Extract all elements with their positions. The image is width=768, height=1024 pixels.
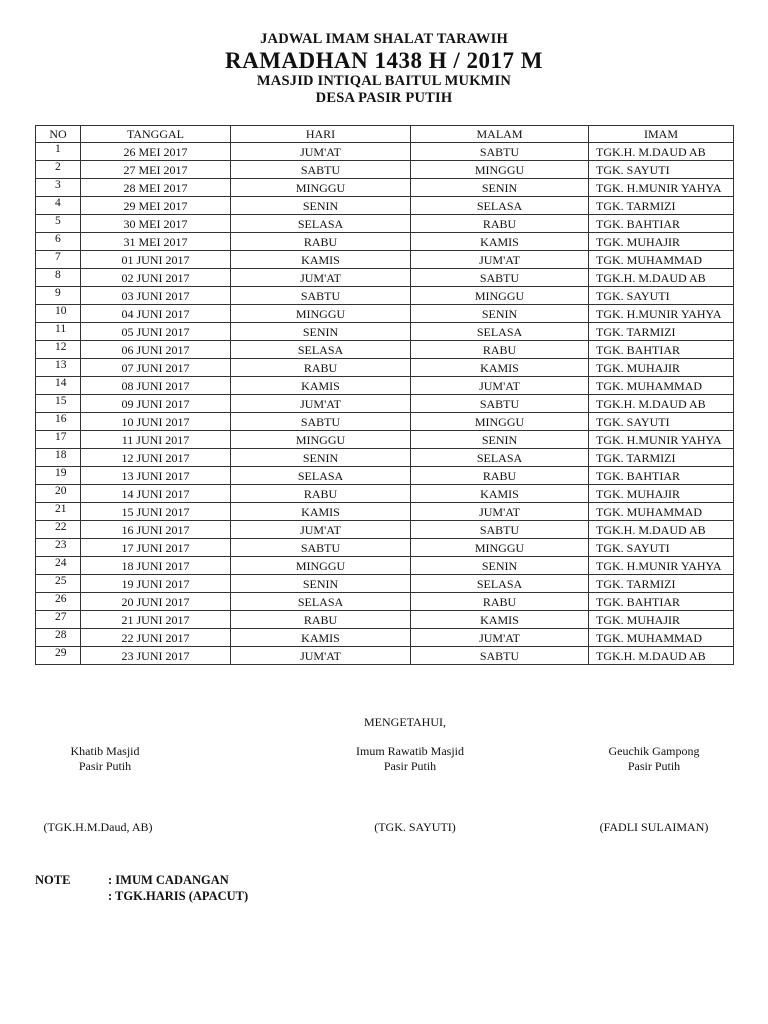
cell-malam: MINGGU	[411, 413, 589, 431]
table-row	[36, 305, 734, 323]
cell-hari: SABTU	[231, 413, 411, 431]
table-row	[36, 251, 734, 269]
imum-name: (TGK. SAYUTI)	[374, 820, 456, 834]
cell-tanggal: 28 MEI 2017	[81, 179, 231, 197]
cell-imam: TGK. TARMIZI	[589, 575, 734, 593]
cell-imam: TGK. BAHTIAR	[589, 341, 734, 359]
cell-no: 3	[36, 179, 81, 197]
header-mosque-name: MASJID INTIQAL BAITUL MUKMIN	[256, 73, 512, 89]
cell-tanggal: 10 JUNI 2017	[81, 413, 231, 431]
imam-schedule-table	[35, 125, 734, 665]
cell-imam: TGK. MUHAJIR	[589, 233, 734, 251]
cell-hari: RABU	[231, 233, 411, 251]
cell-hari: MINGGU	[231, 431, 411, 449]
cell-hari: SELASA	[231, 467, 411, 485]
cell-no: 19	[36, 467, 81, 485]
table-row	[36, 521, 734, 539]
note-label: NOTE	[35, 873, 71, 887]
table-row	[36, 539, 734, 557]
cell-hari: SABTU	[231, 161, 411, 179]
cell-tanggal: 14 JUNI 2017	[81, 485, 231, 503]
cell-no: 27	[36, 611, 81, 629]
table-row	[36, 323, 734, 341]
cell-malam: RABU	[411, 467, 589, 485]
cell-imam: TGK. MUHAMMAD	[589, 377, 734, 395]
cell-hari: SENIN	[231, 197, 411, 215]
cell-hari: SENIN	[231, 323, 411, 341]
cell-malam: SABTU	[411, 647, 589, 665]
column-header-hari: HARI	[231, 126, 411, 143]
cell-imam: TGK. SAYUTI	[589, 539, 734, 557]
cell-malam: RABU	[411, 593, 589, 611]
cell-tanggal: 23 JUNI 2017	[81, 647, 231, 665]
cell-imam: TGK. H.MUNIR YAHYA	[589, 557, 734, 575]
cell-no: 20	[36, 485, 81, 503]
cell-tanggal: 31 MEI 2017	[81, 233, 231, 251]
table-row	[36, 359, 734, 377]
cell-malam: RABU	[411, 341, 589, 359]
cell-no: 11	[36, 323, 81, 341]
table-row	[36, 161, 734, 179]
header-ramadhan-year: RAMADHAN 1438 H / 2017 M	[225, 48, 543, 73]
cell-tanggal: 04 JUNI 2017	[81, 305, 231, 323]
cell-hari: SENIN	[231, 575, 411, 593]
table-row	[36, 143, 734, 161]
cell-imam: TGK.H. M.DAUD AB	[589, 521, 734, 539]
cell-hari: RABU	[231, 611, 411, 629]
khatib-place: Pasir Putih	[78, 759, 132, 773]
geuchik-name: (FADLI SULAIMAN)	[599, 820, 709, 834]
cell-tanggal: 18 JUNI 2017	[81, 557, 231, 575]
cell-no: 15	[36, 395, 81, 413]
note-line-2: : TGK.HARIS (APACUT)	[108, 889, 249, 903]
cell-no: 23	[36, 539, 81, 557]
cell-no: 17	[36, 431, 81, 449]
table-row	[36, 413, 734, 431]
cell-malam: JUM'AT	[411, 377, 589, 395]
cell-no: 18	[36, 449, 81, 467]
cell-hari: SELASA	[231, 593, 411, 611]
cell-imam: TGK. BAHTIAR	[589, 467, 734, 485]
cell-no: 16	[36, 413, 81, 431]
table-row	[36, 449, 734, 467]
header-title: JADWAL IMAM SHALAT TARAWIH	[260, 31, 508, 47]
cell-hari: SELASA	[231, 215, 411, 233]
table-row	[36, 341, 734, 359]
cell-no: 1	[36, 143, 81, 161]
column-header-no: NO	[36, 126, 81, 143]
cell-malam: SENIN	[411, 179, 589, 197]
imum-place: Pasir Putih	[383, 759, 437, 773]
cell-imam: TGK. TARMIZI	[589, 323, 734, 341]
cell-hari: JUM'AT	[231, 647, 411, 665]
cell-hari: RABU	[231, 485, 411, 503]
cell-malam: SELASA	[411, 575, 589, 593]
cell-malam: SABTU	[411, 143, 589, 161]
cell-imam: TGK. TARMIZI	[589, 197, 734, 215]
cell-hari: MINGGU	[231, 305, 411, 323]
cell-tanggal: 20 JUNI 2017	[81, 593, 231, 611]
cell-hari: JUM'AT	[231, 521, 411, 539]
geuchik-place: Pasir Putih	[627, 759, 681, 773]
cell-tanggal: 07 JUNI 2017	[81, 359, 231, 377]
table-row	[36, 485, 734, 503]
cell-imam: TGK. BAHTIAR	[589, 593, 734, 611]
cell-no: 26	[36, 593, 81, 611]
cell-tanggal: 03 JUNI 2017	[81, 287, 231, 305]
geuchik-role: Geuchik Gampong	[608, 744, 700, 758]
cell-tanggal: 12 JUNI 2017	[81, 449, 231, 467]
table-row	[36, 575, 734, 593]
cell-tanggal: 19 JUNI 2017	[81, 575, 231, 593]
cell-imam: TGK. MUHAJIR	[589, 611, 734, 629]
imum-role: Imum Rawatib Masjid	[356, 744, 464, 758]
table-row	[36, 269, 734, 287]
cell-tanggal: 27 MEI 2017	[81, 161, 231, 179]
cell-no: 21	[36, 503, 81, 521]
column-header-malam: MALAM	[411, 126, 589, 143]
cell-no: 14	[36, 377, 81, 395]
cell-imam: TGK. MUHAMMAD	[589, 629, 734, 647]
cell-no: 10	[36, 305, 81, 323]
cell-malam: MINGGU	[411, 287, 589, 305]
cell-hari: SELASA	[231, 341, 411, 359]
table-row	[36, 287, 734, 305]
cell-no: 6	[36, 233, 81, 251]
cell-malam: JUM'AT	[411, 629, 589, 647]
cell-imam: TGK. H.MUNIR YAHYA	[589, 305, 734, 323]
cell-hari: JUM'AT	[231, 395, 411, 413]
table-row	[36, 647, 734, 665]
cell-malam: SABTU	[411, 521, 589, 539]
cell-hari: MINGGU	[231, 179, 411, 197]
cell-hari: KAMIS	[231, 629, 411, 647]
cell-malam: MINGGU	[411, 161, 589, 179]
cell-imam: TGK.H. M.DAUD AB	[589, 647, 734, 665]
document-header	[0, 30, 768, 107]
cell-tanggal: 30 MEI 2017	[81, 215, 231, 233]
cell-hari: MINGGU	[231, 557, 411, 575]
cell-no: 12	[36, 341, 81, 359]
cell-no: 29	[36, 647, 81, 665]
cell-no: 7	[36, 251, 81, 269]
cell-malam: KAMIS	[411, 359, 589, 377]
cell-malam: SELASA	[411, 323, 589, 341]
column-header-imam: IMAM	[589, 126, 734, 143]
cell-imam: TGK.H. M.DAUD AB	[589, 269, 734, 287]
cell-tanggal: 26 MEI 2017	[81, 143, 231, 161]
cell-no: 8	[36, 269, 81, 287]
cell-imam: TGK.H. M.DAUD AB	[589, 395, 734, 413]
cell-no: 4	[36, 197, 81, 215]
cell-malam: KAMIS	[411, 485, 589, 503]
table-row	[36, 431, 734, 449]
table-row	[36, 593, 734, 611]
cell-hari: JUM'AT	[231, 269, 411, 287]
cell-hari: KAMIS	[231, 251, 411, 269]
cell-imam: TGK. SAYUTI	[589, 161, 734, 179]
mengetahui-heading: MENGETAHUI,	[363, 715, 447, 729]
signature-khatib	[35, 744, 175, 774]
table-row	[36, 377, 734, 395]
cell-tanggal: 06 JUNI 2017	[81, 341, 231, 359]
table-row	[36, 197, 734, 215]
cell-imam: TGK. MUHAJIR	[589, 485, 734, 503]
table-row	[36, 611, 734, 629]
cell-imam: TGK. TARMIZI	[589, 449, 734, 467]
cell-imam: TGK. SAYUTI	[589, 287, 734, 305]
cell-malam: SABTU	[411, 395, 589, 413]
cell-malam: SENIN	[411, 557, 589, 575]
cell-imam: TGK. H.MUNIR YAHYA	[589, 179, 734, 197]
cell-imam: TGK. MUHAMMAD	[589, 503, 734, 521]
cell-malam: SABTU	[411, 269, 589, 287]
cell-malam: MINGGU	[411, 539, 589, 557]
signature-geuchik	[580, 744, 728, 774]
cell-tanggal: 17 JUNI 2017	[81, 539, 231, 557]
cell-tanggal: 21 JUNI 2017	[81, 611, 231, 629]
cell-malam: JUM'AT	[411, 251, 589, 269]
cell-hari: SENIN	[231, 449, 411, 467]
cell-hari: SABTU	[231, 539, 411, 557]
cell-tanggal: 22 JUNI 2017	[81, 629, 231, 647]
cell-tanggal: 09 JUNI 2017	[81, 395, 231, 413]
cell-imam: TGK. BAHTIAR	[589, 215, 734, 233]
cell-no: 9	[36, 287, 81, 305]
cell-no: 25	[36, 575, 81, 593]
cell-hari: SABTU	[231, 287, 411, 305]
table-row	[36, 395, 734, 413]
cell-malam: SENIN	[411, 431, 589, 449]
cell-malam: SELASA	[411, 197, 589, 215]
cell-tanggal: 11 JUNI 2017	[81, 431, 231, 449]
cell-malam: JUM'AT	[411, 503, 589, 521]
cell-no: 5	[36, 215, 81, 233]
cell-malam: KAMIS	[411, 611, 589, 629]
cell-no: 2	[36, 161, 81, 179]
cell-tanggal: 05 JUNI 2017	[81, 323, 231, 341]
table-header-row	[36, 126, 734, 143]
cell-imam: TGK. MUHAMMAD	[589, 251, 734, 269]
cell-tanggal: 02 JUNI 2017	[81, 269, 231, 287]
table-row	[36, 233, 734, 251]
column-header-tanggal: TANGGAL	[81, 126, 231, 143]
table-row	[36, 557, 734, 575]
cell-imam: TGK. H.MUNIR YAHYA	[589, 431, 734, 449]
cell-malam: RABU	[411, 215, 589, 233]
cell-malam: SELASA	[411, 449, 589, 467]
header-village: DESA PASIR PUTIH	[315, 90, 453, 106]
signature-imum	[335, 744, 485, 774]
cell-tanggal: 01 JUNI 2017	[81, 251, 231, 269]
khatib-role: Khatib Masjid	[70, 744, 140, 758]
cell-tanggal: 29 MEI 2017	[81, 197, 231, 215]
cell-tanggal: 08 JUNI 2017	[81, 377, 231, 395]
cell-hari: KAMIS	[231, 377, 411, 395]
cell-imam: TGK.H. M.DAUD AB	[589, 143, 734, 161]
cell-hari: KAMIS	[231, 503, 411, 521]
cell-imam: TGK. SAYUTI	[589, 413, 734, 431]
table-row	[36, 503, 734, 521]
table-body	[36, 143, 734, 665]
cell-imam: TGK. MUHAJIR	[589, 359, 734, 377]
cell-hari: RABU	[231, 359, 411, 377]
cell-malam: SENIN	[411, 305, 589, 323]
note-line-1: : IMUM CADANGAN	[108, 873, 229, 887]
table-row	[36, 179, 734, 197]
table-row	[36, 215, 734, 233]
cell-no: 13	[36, 359, 81, 377]
khatib-name: (TGK.H.M.Daud, AB)	[43, 820, 153, 834]
cell-no: 24	[36, 557, 81, 575]
table-row	[36, 467, 734, 485]
cell-hari: JUM'AT	[231, 143, 411, 161]
cell-no: 28	[36, 629, 81, 647]
cell-tanggal: 15 JUNI 2017	[81, 503, 231, 521]
cell-tanggal: 13 JUNI 2017	[81, 467, 231, 485]
cell-tanggal: 16 JUNI 2017	[81, 521, 231, 539]
table-row	[36, 629, 734, 647]
cell-malam: KAMIS	[411, 233, 589, 251]
cell-no: 22	[36, 521, 81, 539]
